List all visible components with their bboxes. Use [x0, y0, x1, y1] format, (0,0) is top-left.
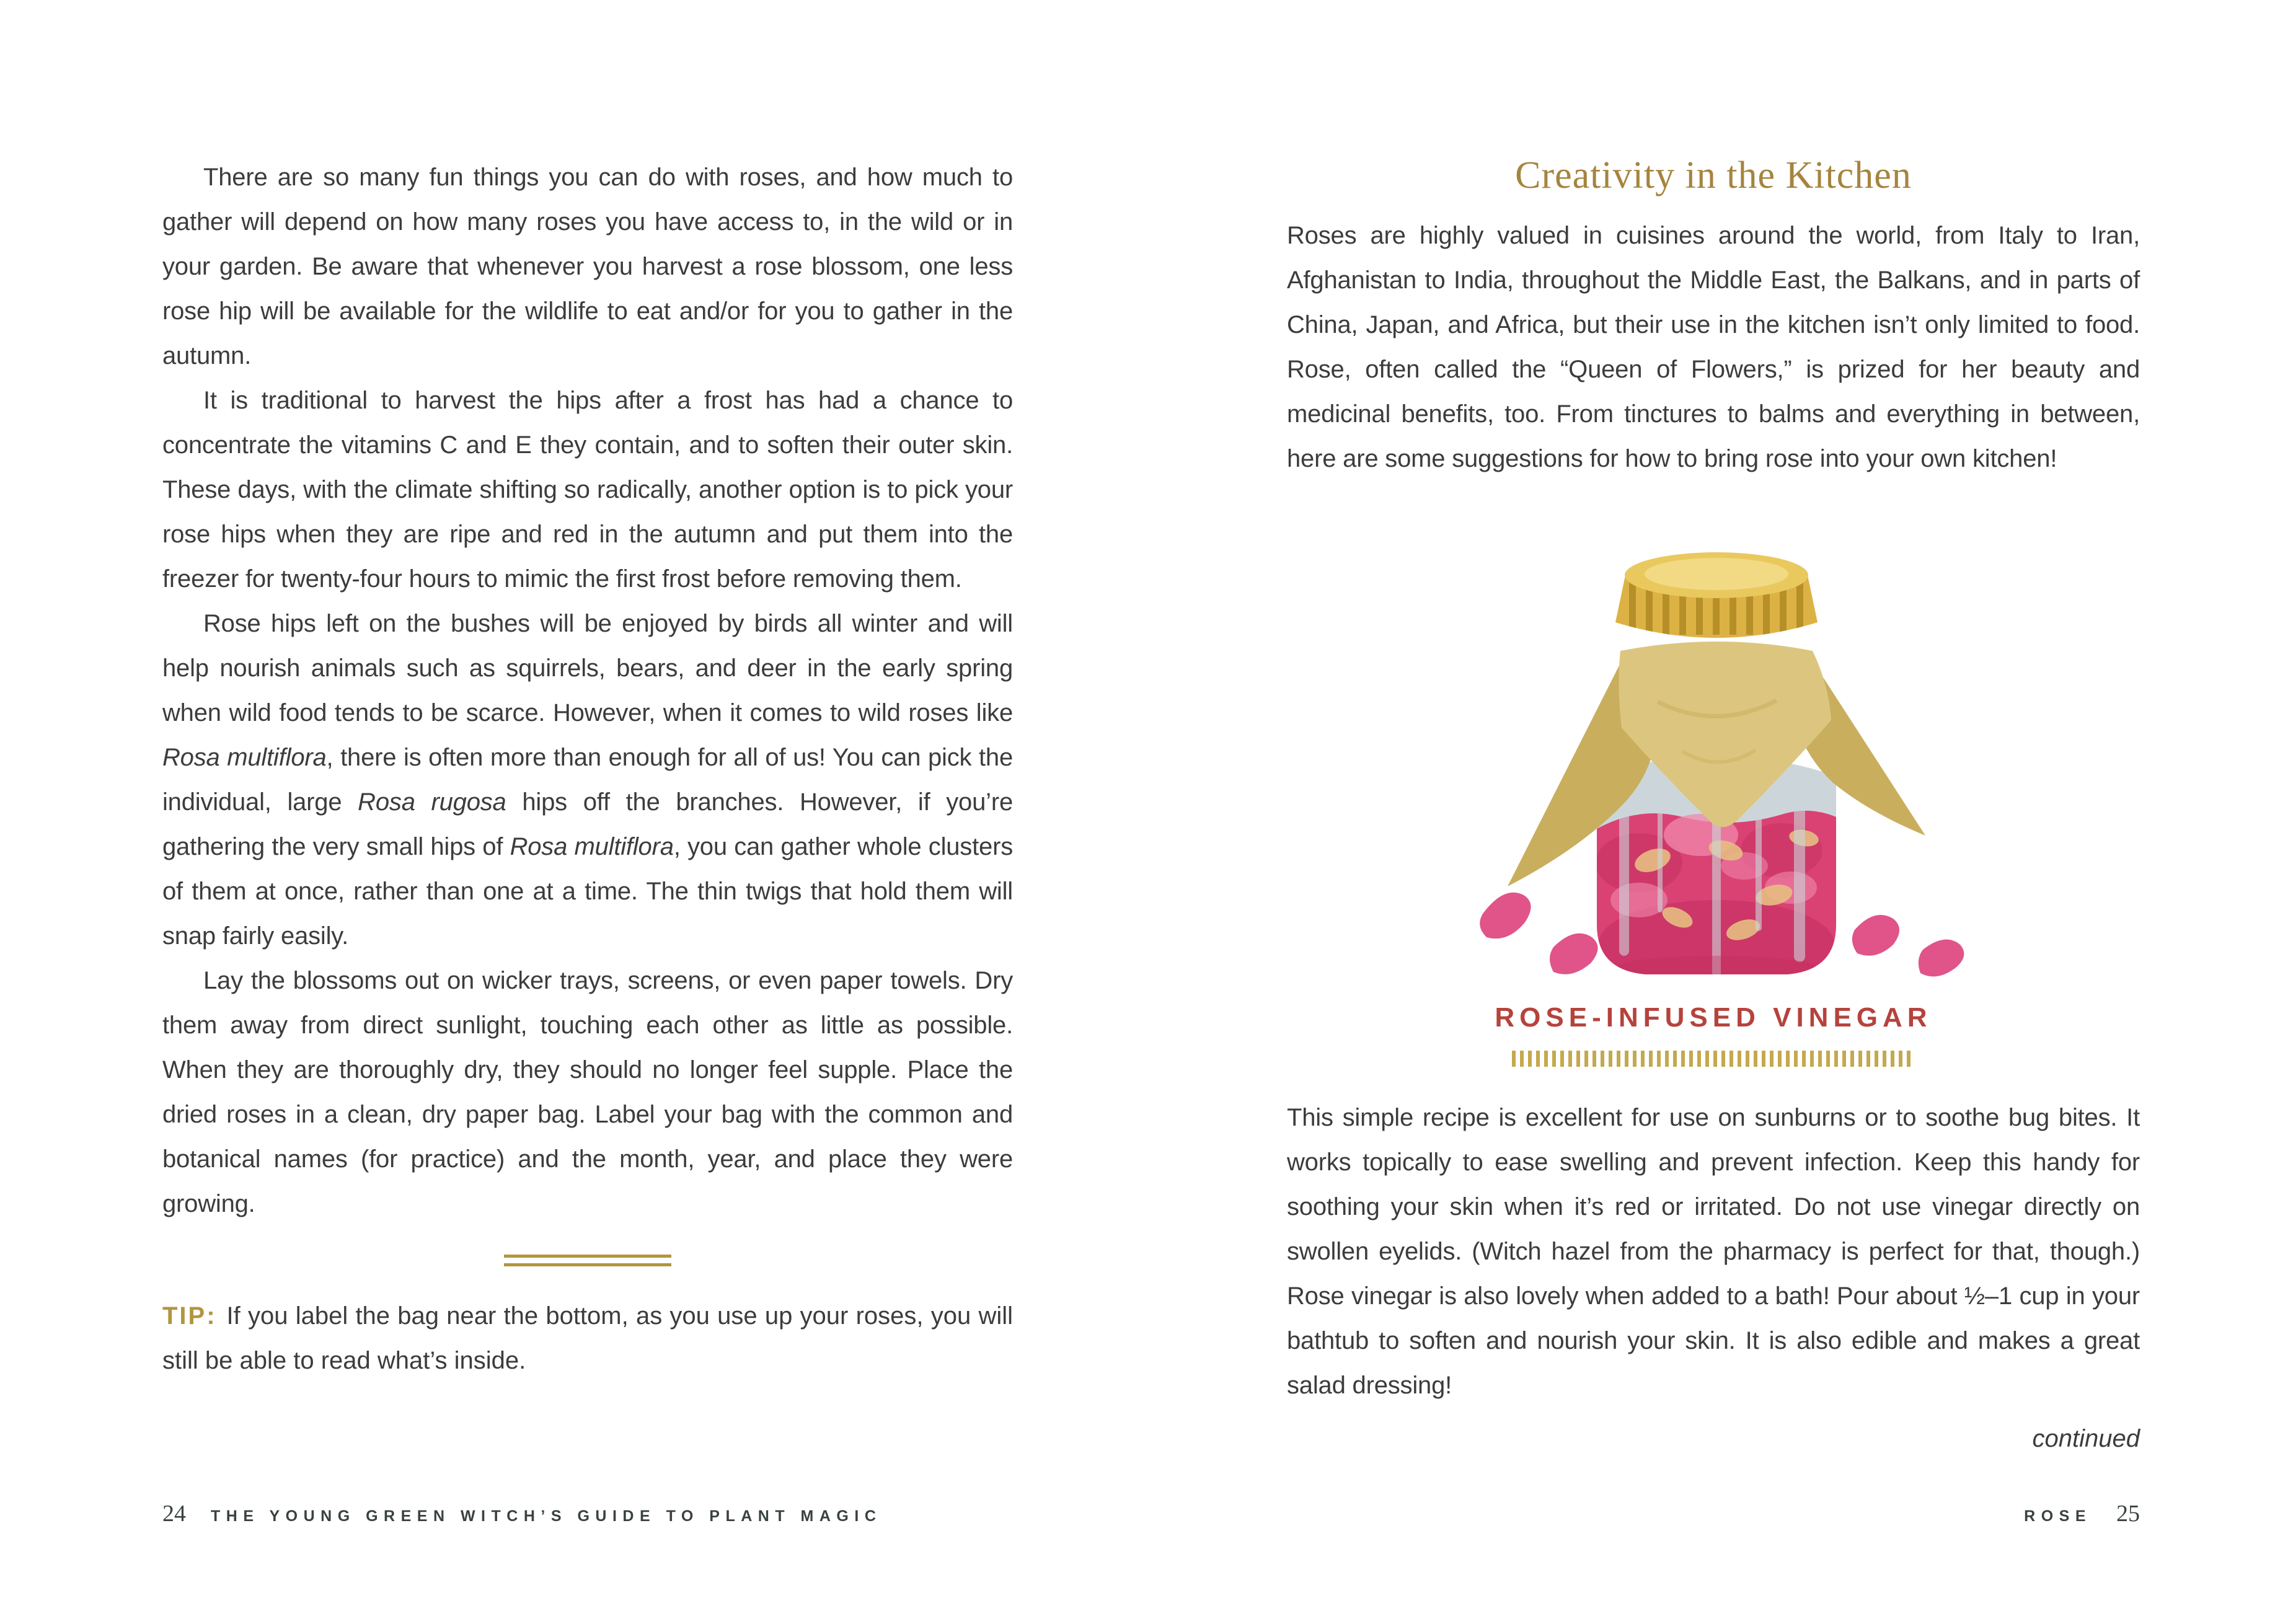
tip-note: [162, 1294, 1013, 1383]
recipe-description: This simple recipe is excellent for use on sunburns or to soothe bug bites. It works topically to ease swelling and prevent infection. Keep this handy for soothing your skin when it’s red or irritated. Do not use vinegar directly on swollen eyelids. (Witch hazel from the pharmacy is perfect for that, though.) Rose vinegar is also lovely when added to a bath! Pour about ½–1 cup in your bathtub to soften and nourish your skin. It is also edible and makes a great salad dressing!: [1287, 1104, 2140, 1399]
left-footer: [162, 1500, 881, 1527]
section-divider-rule: [504, 1255, 671, 1266]
paragraph: Lay the blossoms out on wicker trays, screens, or even paper towels. Dry them away from direct sunlight, touching each other as little as possible. When they are thoroughly dry, they should no longer feel supple. Place the dried roses in a clean, dry paper bag. Label your bag with the common and botanical names (for practice) and the month, year, and place they were growing.: [162, 967, 1013, 1217]
tip-label: TIP:: [162, 1302, 217, 1330]
tick-rule: [1512, 1051, 1915, 1067]
page-number-right: 25: [2116, 1501, 2140, 1527]
jar-lid: [1615, 552, 1818, 638]
intro-paragraph: Roses are highly valued in cuisines around the world, from Italy to Iran, Afghanistan to India, throughout the Middle East, the Balkans, and in parts of China, Japan, and Africa, but their use in the kitchen isn’t only limited to food. Rose, often called the “Queen of Flowers,” is prized for her beauty and medicinal benefits, too. From tinctures to balms and everything in between, here are some suggestions for how to bring rose into your own kitchen!: [1287, 222, 2140, 472]
book-title: THE YOUNG GREEN WITCH’S GUIDE TO PLANT MAGIC: [211, 1507, 882, 1525]
right-footer: [2024, 1500, 2140, 1527]
continued-label: continued: [2032, 1425, 2140, 1452]
left-body-text: [162, 155, 1013, 1226]
paragraph: It is traditional to harvest the hips after a frost has had a chance to concentrate the vitamins C and E they contain, and to soften their outer skin. These days, with the climate shifting so radically, another option is to pick your rose hips when they are ripe and red in the autumn and put them into the freezer for twenty-four hours to mimic the first frost before removing them.: [162, 387, 1013, 593]
section-heading: Creativity in the Kitchen: [1515, 154, 1912, 196]
tip-text: If you label the bag near the bottom, as you use up your roses, you will still be able to read what’s inside.: [162, 1302, 1013, 1374]
chapter-title: ROSE: [2024, 1507, 2092, 1525]
paragraph: There are so many fun things you can do with roses, and how much to gather will depend on how many roses you have access to, in the wild or in your garden. Be aware that whenever you harvest a rose blossom, one less rose hip will be available for the wildlife to eat and/or for you to gather in the autumn.: [162, 164, 1013, 369]
page-right: [1287, 155, 2140, 1461]
paragraph: Rose hips left on the bushes will be enjoyed by birds all winter and will help nourish animals such as squirrels, bears, and deer in the early spring when wild food tends to be scarce. However, when it comes to wild roses like Rosa multiflora, there is often more than enough for all of us! You can pick the individual, large Rosa rugosa hips off the branches. However, if you’re gathering the very small hips of Rosa multiflora, you can gather whole clusters of them at once, rather than one at a time. The thin twigs that hold them will snap fairly easily.: [162, 610, 1013, 950]
page-left: [162, 155, 1013, 1383]
rose-vinegar-jar-illustration: [1434, 516, 1992, 977]
recipe-title: ROSE-INFUSED VINEGAR: [1495, 1002, 1932, 1033]
page-number-left: 24: [162, 1501, 186, 1527]
